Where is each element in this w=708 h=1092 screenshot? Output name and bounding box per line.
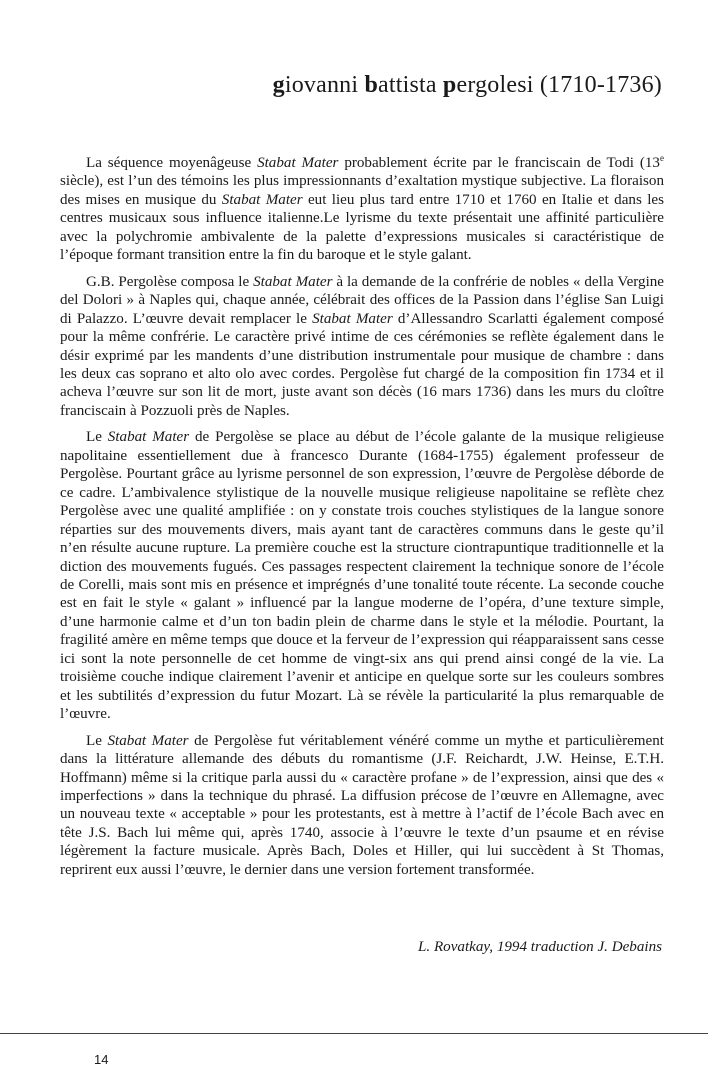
work-title: Stabat Mater: [257, 155, 339, 172]
text-run: Le: [86, 429, 108, 446]
page-number: 14: [94, 1052, 109, 1067]
title-initial-p: p: [442, 72, 457, 98]
paragraph-3: [60, 428, 664, 723]
text-run: siècle), est l’un des témoins les plus impressionnants d’exaltation mystique subjective. La floraison des mises en musique du: [60, 173, 664, 208]
text-run: de Pergolèse se place au début de l’école galante de la musique religieuse napolitaine essentiellement due à francesco Durante (1684-1755) également professeur de Pergolèse. Pourtant grâce au lyrisme personnel de son expression, l’œuvre de Pergolèse déborde de ce cadre. L’ambivalence stylistique de la nouvelle musique religieuse napolitaine se reflète chez Pergolèse avec une qualité amplifiée : on y constate trois couches stylistiques de la langue sonore réparties sur des mouvements divers, mais ayant tant de caractères communs dans le geste qu’il n’en résulte aucune rupture. La première couche est la structure ciontrapuntique traditionnelle et la diction des mouvements fugués. Ces passages respectent clairement la technique sonore de l’école de Corelli, mais sont mis en présence et imprégnés d’une tonalité toute récente. La seconde couche est en fait le style « galant » influencé par la langue moderne de l’opéra, d’une texture simple, d’une harmonie calme et d’un ton badin plein de charme dans le style et la mélodie. Pourtant, la fragilité amère en même temps que douce et la ferveur de l’expression qui réapparaissent sans cesse ici sont la note personnelle de cet homme de vingt-six ans qui prend ainsi congé de la vie. La troisième couche indique clairement l’avenir et anticipe en quelque sorte sur les couleurs sombres et les subtilités d’expression du futur Mozart. Là se révèle la particularité la plus remarquable de l’œuvre.: [60, 429, 664, 723]
paragraph-1: [60, 149, 664, 265]
text-run: à la demande de la confrérie de nobles « della Vergine del Dolori » à Naples qui, chaque année, célébrait des offices de la Passion dans l’église San Luigi di Palazzo. L’œuvre devait remplacer le: [60, 273, 665, 327]
title-initial-b: b: [364, 72, 378, 98]
text-run: de Pergolèse fut véritablement vénéré comme un mythe et particulièrement dans la littérature allemande des débuts du romantisme (J.F. Reichardt, J.W. Heinse, E.T.H. Hoffmann) même si la critique parla aussi du « caractère profane » de l’expression, ainsi que des « imperfections » dans la technique du phrasé. La diffusion précose de l’œuvre en Allemagne, avec un nouveau texte « acceptable » pour les protestants, est à mettre à l’actif de l’école Bach avec en tête J.S. Bach lui même qui, après 1740, associe à l’œuvre le texte d’un psaume et en révise légèrement la facture musicale. Après Bach, Doles et Hiller, qui lui succèdent à St Thomas, reprirent eux aussi l’œuvre, le dernier dans une version fortement transformée.: [60, 732, 664, 878]
footer-divider: [0, 1033, 708, 1034]
work-title: Stabat Mater: [312, 310, 393, 327]
work-title: Stabat Mater: [253, 273, 333, 290]
text-run: d’Allessandro Scarlatti également composé pour la même confrérie. Le caractère privé intime de ces cérémonies se reflète également dans le désir exprimé par les mandents d’une distribution instrumentale pour musique de chambre : dans les deux cas soprano et alto olo avec cordes. Pergolèse fut chargé de la composition fin 1734 et il acheva l’œuvre sur son lit de mort, juste avant son décès (16 mars 1736) dans les murs du cloître franciscain à Pozzuoli près de Naples.: [60, 310, 664, 419]
title-part-3: ergolesi (1710-1736): [456, 72, 662, 98]
title-part-1: iovanni: [284, 72, 365, 98]
superscript: e: [659, 153, 664, 163]
title-initial-g: g: [272, 72, 285, 98]
author-signature: L. Rovatkay, 1994 traduction J. Debains: [418, 939, 662, 955]
text-run: G.B. Pergolèse composa le: [86, 273, 254, 290]
text-run: eut lieu plus tard entre 1710 et 1760 en Italie et dans les centres musicaux sous influence italienne.Le lyrisme du texte présentait une affinité particulière avec la polychromie ambivalente de la palette d’expressions musicales si caractéristique de l’époque formant transition entre la fin du baroque et le style galant.: [60, 191, 664, 264]
paragraph-2: [60, 273, 664, 421]
page-title: [273, 72, 662, 99]
work-title: Stabat Mater: [107, 429, 190, 446]
text-run: La séquence moyenâgeuse: [86, 155, 258, 172]
text-run: probablement écrite par le franciscain de Todi (13: [338, 155, 660, 172]
paragraph-4: [60, 732, 664, 880]
article-body: [60, 149, 664, 887]
title-part-2: attista: [378, 72, 443, 98]
work-title: Stabat Mater: [107, 732, 189, 749]
work-title: Stabat Mater: [221, 191, 303, 208]
text-run: Le: [86, 732, 108, 749]
